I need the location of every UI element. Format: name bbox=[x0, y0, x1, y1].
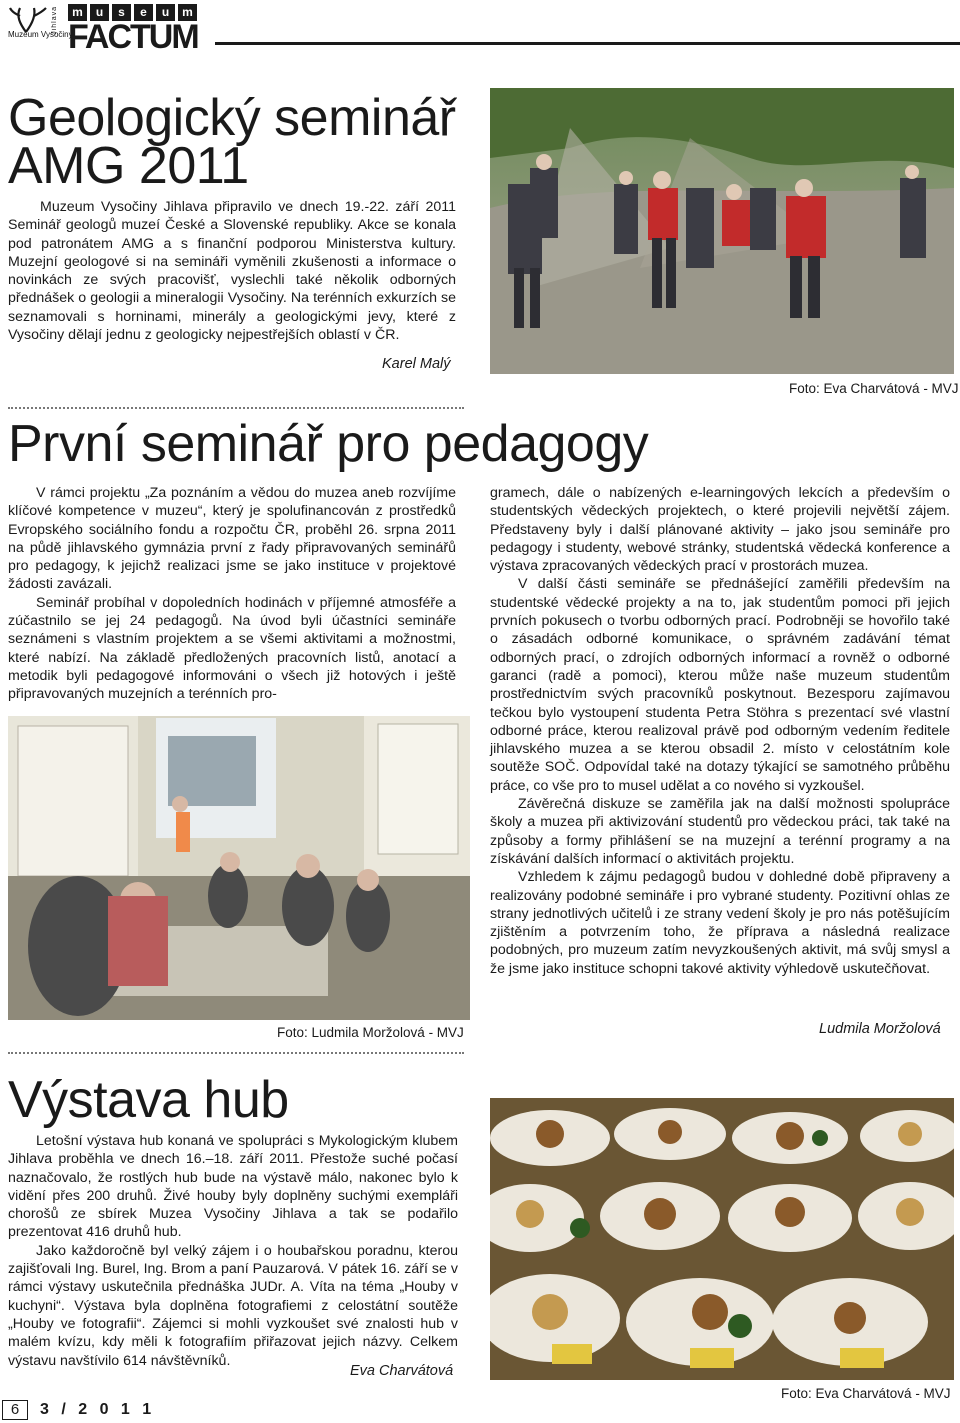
article1-photo-caption: Foto: Eva Charvátová - MVJ bbox=[789, 381, 959, 396]
museum-letter: m bbox=[68, 4, 87, 21]
article2-col1 bbox=[8, 484, 456, 704]
museum-letter: s bbox=[112, 4, 131, 21]
page-header bbox=[0, 0, 960, 60]
article3-text bbox=[8, 1132, 458, 1370]
article2-col2-paragraph: gramech, dále o nabízených e-learningových lekcích a především o studentských vědeckých projektech, o které projevili největší zájem. Představeny byly i další plánované aktivity – jako jsou semináře pro pedagogy i studenty, webové stránky, studentská vědecká konference a výstava zpracovaných vědeckých prací v prostorách muzea. bbox=[490, 485, 950, 575]
article2-col2-paragraph: Vzhledem k zájmu pedagogů budou v dohledné době připraveny a realizovány podobné semináře i pro vybrané studenty. Pozitivní ohlas ze strany jednotlivých učitelů i ze strany vedení školy je pro nás potěšujícím zjištěním a potvrzením toho, že příprava a následná realizace podobných, pro muzeum zatím nevyzkoušených aktivit, má svůj smysl a že jsme jako instituce schopni takové aktivity výhledově uskutečňovat. bbox=[490, 869, 950, 977]
article3-photo-caption: Foto: Eva Charvátová - MVJ bbox=[781, 1386, 951, 1401]
geology-field-trip-photo bbox=[490, 88, 954, 374]
page-number: 6 bbox=[2, 1400, 28, 1420]
article2-photo-caption: Foto: Ludmila Moržolová - MVJ bbox=[277, 1025, 464, 1040]
museum-letter: u bbox=[90, 4, 109, 21]
section-divider bbox=[8, 1052, 464, 1054]
mushroom-exhibition-photo bbox=[490, 1098, 954, 1380]
article3-author: Eva Charvátová bbox=[350, 1363, 454, 1379]
article1-text bbox=[8, 198, 456, 344]
article3-title: Výstava hub bbox=[8, 1071, 289, 1129]
article2-col2 bbox=[490, 484, 950, 978]
article2-col2-paragraph: V další části semináře se přednášející zaměřili především na studentské vědecké projekty a na to, jak studentům pomoci při jejich prvních pokusech o tvorbu odborných prací. Podrobněji se hovořilo také o zásadách odborné komunikace, o správném zadávání témat odborných prací, o zdrojích odborných informací a rovněž o odborné garanci (radě a pomoci), kterou může naše muzeum studentům prostřednictvím svých pracovníků poskytnout. Bezesporu zajímavou tečkou bylo vystoupení studenta Petra Stöhra s prezentací své vlastní odborné práce, kterou realizoval právě pod odborným vedením ředitele jihlavského muzea a se kterou obsadil 2. místo v celostátním kole soutěže SOČ. Odpovídal také na dotazy týkající se samotného průběhu práce, co vše pro to musel udělat a co nového si vyzkoušel. bbox=[490, 576, 950, 794]
article2-col2-paragraph: Závěrečná diskuze se zaměřila jak na další možnosti spolupráce školy a muzea při aktivizování studentů pro vědeckou práci, tak také na způsoby a formy přihlášení se na muzejní a terénní programy a na získávání dalších informací o aktivitách projektu. bbox=[490, 796, 950, 867]
section-divider bbox=[8, 407, 464, 409]
header-rule bbox=[215, 42, 960, 45]
article2-col1-paragraph: V rámci projektu „Za poznáním a vědou do muzea aneb rozvíjíme klíčové kompetence v muzeu“, který je spolufinancován z prostředků Evropského sociálního fondu a rozpočtu ČR, proběhl 26. srpna 2011 na půdě jihlavského gymnázia první z řady připravovaných seminářů pro pedagogy, k jejichž realizaci jsme se jako instituce v projektové žádosti zavázali. bbox=[8, 485, 456, 593]
article3-paragraph: Letošní výstava hub konaná ve spolupráci s Mykologickým klubem Jihlava proběhla ve dnech 16.–18. září 2011. Přestože suché počasí naznačovalo, že rostlých hub bude na výstavě málo, nakonec bylo k vidění přes 200 druhů. Živé houby byly doplněny suchými exempláři chorošů ze sbírek Muzea Vysočiny Jihlava a tak se podařilo prezentovat 416 druhů hub. bbox=[8, 1133, 458, 1241]
article2-author: Ludmila Moržolová bbox=[819, 1021, 941, 1037]
article1-paragraph: Muzeum Vysočiny Jihlava připravilo ve dnech 19.-22. září 2011 Seminář geologů muzeí České a Slovenské republiky. Akce se konala pod patronátem AMG a s finanční podporou Ministerstva kultury. Muzejní geologové si na semináři vyměnili zkušenosti a informace o novinkách ze svých pracovišť, vyslechli také několik odborných přednášek o geologii a mineralogii Vysočiny. Na terénních exkurzích se seznamovali s horninami, minerály a geologickými jevy, které z Vysočiny dělají jednu z geologicky nejpestřejších oblastí v ČR. bbox=[8, 199, 456, 344]
issue-number: 3 / 2 0 1 1 bbox=[40, 1401, 156, 1418]
article2-col1-paragraph: Seminář probíhal v dopoledních hodinách v příjemné atmosféře a zúčastnilo se jej 24 pedagogů. Na úvod byli účastníci semináře seznámeni s vlastním projektem a se všemi aktivitami a možnostmi, které nabízí. Na základě předložených pracovních listů, anotací a metodik byli pedagogové informováni o všech již hotových i ještě připravovaných muzejních a terénních pro- bbox=[8, 594, 456, 703]
logo-vertical-text: Jihlava bbox=[51, 6, 58, 35]
article1-author: Karel Malý bbox=[382, 356, 451, 372]
museum-letter: e bbox=[134, 4, 153, 21]
article1-title-line1: Geologický seminář bbox=[8, 89, 456, 147]
article2-title: První seminář pro pedagogy bbox=[8, 415, 649, 473]
museum-letter: u bbox=[156, 4, 175, 21]
museum-letter: m bbox=[178, 4, 197, 21]
article3-paragraph: Jako každoročně byl velký zájem i o houbařskou poradnu, kterou zajišťovali Ing. Burel, Ing. Brom a paní Pauzarová. V pátek 16. září se v rámci výstavy uskutečnila přednáška JUDr. A. Víta na téma „Houby v kuchyni“. Výstava byla doplněna fotografiemi z celostátní soutěže „Houby ve fotografii“. Zájemci si mohli vyzkoušet své znalosti hub v malém kvízu, kdy měli k fotografiím přiřazovat jejich názvy. Celkem výstavu navštívilo 614 návštěvníků. bbox=[8, 1242, 458, 1369]
article1-title-line2: AMG 2011 bbox=[8, 137, 249, 195]
teacher-seminar-photo bbox=[8, 716, 470, 1020]
brand-title: FACTUM bbox=[68, 18, 198, 56]
logo-text: Muzeum Vysočiny bbox=[8, 30, 73, 39]
